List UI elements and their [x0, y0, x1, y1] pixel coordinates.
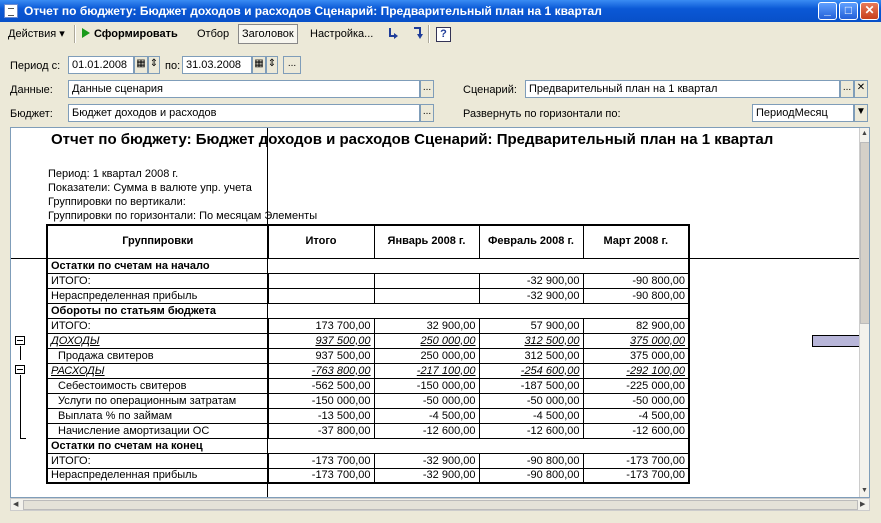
actions-menu-button[interactable]: Действия ▾: [8, 28, 65, 40]
period-from-spin[interactable]: [148, 56, 160, 74]
minimize-button[interactable]: _: [818, 2, 837, 20]
period-to-input[interactable]: 31.03.2008: [182, 56, 252, 74]
report-spreadsheet[interactable]: [10, 127, 870, 498]
cell-february[interactable]: -4 500,00: [479, 408, 583, 423]
cell-february[interactable]: 57 900,00: [479, 318, 583, 333]
cell-total[interactable]: 937 500,00: [268, 333, 374, 348]
cell-total[interactable]: -13 500,00: [268, 408, 374, 423]
header-toggle-button[interactable]: Заголовок: [238, 24, 298, 44]
expand-groups-button[interactable]: [406, 24, 430, 44]
cell-february[interactable]: 312 500,00: [479, 348, 583, 363]
table-row: [47, 318, 689, 333]
period-from-label: Период с:: [10, 60, 61, 72]
help-icon: ?: [436, 27, 451, 42]
table-row: [47, 408, 689, 423]
expand-label: Развернуть по горизонтали по:: [463, 108, 621, 120]
title-bar: [0, 0, 881, 22]
header-groupings: Группировки: [47, 225, 268, 258]
cell-march[interactable]: 375 000,00: [583, 348, 689, 363]
cell-february[interactable]: -32 900,00: [479, 288, 583, 303]
cell-january[interactable]: 32 900,00: [374, 318, 479, 333]
cell-january[interactable]: 250 000,00: [374, 348, 479, 363]
report-param-horizontal: Группировки по горизонтали: По месяцам Элементы: [48, 210, 318, 222]
cell-total[interactable]: -763 800,00: [268, 363, 374, 378]
cell-january[interactable]: -12 600,00: [374, 423, 479, 438]
header-january: Январь 2008 г.: [374, 225, 479, 258]
generate-label: Сформировать: [94, 28, 178, 40]
cell-total[interactable]: -37 800,00: [268, 423, 374, 438]
scenario-clear-button[interactable]: [854, 80, 868, 98]
collapse-arrow-icon: [386, 25, 402, 41]
cell-march[interactable]: -50 000,00: [583, 393, 689, 408]
data-select-button[interactable]: ...: [420, 80, 434, 98]
vertical-scrollbar[interactable]: [859, 128, 870, 498]
row-label[interactable]: Продажа свитеров: [47, 348, 268, 363]
report-param-vertical: Группировки по вертикали:: [48, 196, 186, 208]
row-label[interactable]: Обороты по статьям бюджета: [47, 303, 689, 318]
selection-button[interactable]: Отбор: [197, 28, 230, 40]
table-row: [47, 303, 689, 318]
period-to-label: по:: [165, 60, 181, 72]
cell-february[interactable]: -254 600,00: [479, 363, 583, 378]
cell-february[interactable]: 312 500,00: [479, 333, 583, 348]
selected-cell[interactable]: [812, 335, 860, 347]
row-label[interactable]: Остатки по счетам на конец: [47, 438, 689, 453]
report-title: Отчет по бюджету: Бюджет доходов и расходов Сценарий: Предварительный план на 1 квартал: [51, 131, 774, 148]
table-row: [47, 273, 689, 288]
period-select-button[interactable]: ...: [283, 56, 301, 74]
scroll-up-icon[interactable]: ▲: [861, 130, 868, 137]
settings-button[interactable]: Настройка...: [310, 28, 374, 40]
cell-march[interactable]: -173 700,00: [583, 468, 689, 483]
cell-march[interactable]: -4 500,00: [583, 408, 689, 423]
period-to-spin[interactable]: [266, 56, 278, 74]
table-row: [47, 378, 689, 393]
cell-total[interactable]: -173 700,00: [268, 453, 374, 468]
calendar-icon: ▦: [136, 58, 146, 69]
table-row: [47, 423, 689, 438]
cell-january[interactable]: [374, 273, 479, 288]
clear-icon: ✕: [856, 82, 866, 93]
cell-february[interactable]: -187 500,00: [479, 378, 583, 393]
table-row: [47, 333, 689, 348]
calendar-to-button[interactable]: [252, 56, 266, 74]
cell-march[interactable]: -12 600,00: [583, 423, 689, 438]
scroll-left-icon[interactable]: ◀: [13, 501, 19, 508]
collapse-group-icon[interactable]: [15, 336, 25, 345]
row-label[interactable]: Нераспределенная прибыль: [47, 288, 268, 303]
row-label[interactable]: Себестоимость свитеров: [47, 378, 268, 393]
row-label[interactable]: Остатки по счетам на начало: [47, 258, 689, 273]
table-row: [47, 288, 689, 303]
cell-march[interactable]: 375 000,00: [583, 333, 689, 348]
table-row: [47, 468, 689, 483]
row-label[interactable]: ИТОГО:: [47, 273, 268, 288]
spin-icon: ⇕: [149, 58, 159, 69]
close-button[interactable]: ✕: [860, 2, 879, 20]
cell-march[interactable]: -90 800,00: [583, 288, 689, 303]
cell-january[interactable]: [374, 288, 479, 303]
collapse-groups-button[interactable]: [382, 24, 406, 44]
toolbar-separator: [74, 25, 76, 43]
scenario-select-button[interactable]: ...: [840, 80, 854, 98]
cell-total[interactable]: [268, 273, 374, 288]
report-window-icon: [4, 4, 18, 18]
row-label[interactable]: Услуги по операционным затратам: [47, 393, 268, 408]
row-label[interactable]: Выплата % по займам: [47, 408, 268, 423]
cell-total[interactable]: [268, 288, 374, 303]
scenario-label: Сценарий:: [463, 84, 517, 96]
table-row: [47, 393, 689, 408]
scroll-down-icon[interactable]: ▼: [861, 487, 868, 494]
cell-february[interactable]: -90 800,00: [479, 453, 583, 468]
table-row: [47, 348, 689, 363]
table-row: [47, 453, 689, 468]
report-param-indicators: Показатели: Сумма в валюте упр. учета: [48, 182, 252, 194]
cell-february[interactable]: -12 600,00: [479, 423, 583, 438]
cell-january[interactable]: -50 000,00: [374, 393, 479, 408]
cell-january[interactable]: -150 000,00: [374, 378, 479, 393]
table-row: [47, 363, 689, 378]
cell-january[interactable]: -217 100,00: [374, 363, 479, 378]
cell-january[interactable]: -32 900,00: [374, 453, 479, 468]
cell-february[interactable]: -32 900,00: [479, 273, 583, 288]
cell-march[interactable]: -90 800,00: [583, 273, 689, 288]
cell-march[interactable]: -225 000,00: [583, 378, 689, 393]
header-march: Март 2008 г.: [583, 225, 689, 258]
cell-march[interactable]: -292 100,00: [583, 363, 689, 378]
row-label[interactable]: ИТОГО:: [47, 453, 268, 468]
cell-total[interactable]: 937 500,00: [268, 348, 374, 363]
window-title: Отчет по бюджету: Бюджет доходов и расходов Сценарий: Предварительный план на 1 квартал: [24, 4, 602, 18]
play-icon: [82, 28, 90, 38]
help-button[interactable]: [432, 24, 455, 44]
spin-icon: ⇕: [267, 58, 277, 69]
report-header-row: [47, 225, 689, 258]
group-line: [20, 346, 21, 360]
cell-total[interactable]: -562 500,00: [268, 378, 374, 393]
cell-january[interactable]: 250 000,00: [374, 333, 479, 348]
period-from-input[interactable]: 01.01.2008: [68, 56, 134, 74]
report-table: [46, 224, 690, 484]
cell-february[interactable]: -90 800,00: [479, 468, 583, 483]
cell-february[interactable]: -50 000,00: [479, 393, 583, 408]
cell-total[interactable]: -173 700,00: [268, 468, 374, 483]
table-row: [47, 258, 689, 273]
cell-march[interactable]: -173 700,00: [583, 453, 689, 468]
table-row: [47, 438, 689, 453]
horizontal-scroll-thumb[interactable]: [23, 500, 858, 510]
collapse-group-icon[interactable]: [15, 365, 25, 374]
expand-arrow-icon: [410, 25, 426, 41]
row-label[interactable]: ИТОГО:: [47, 318, 268, 333]
vertical-scroll-thumb[interactable]: [860, 142, 870, 324]
toolbar-separator: [428, 25, 430, 43]
row-label[interactable]: РАСХОДЫ: [47, 363, 268, 378]
budget-select-button[interactable]: ...: [420, 104, 434, 122]
toolbar: [2, 23, 879, 45]
maximize-button[interactable]: □: [839, 2, 858, 20]
data-input[interactable]: Данные сценария: [68, 80, 420, 98]
group-line: [20, 375, 21, 438]
cell-march[interactable]: 82 900,00: [583, 318, 689, 333]
budget-label: Бюджет:: [10, 108, 53, 120]
data-label: Данные:: [10, 84, 53, 96]
row-label[interactable]: ДОХОДЫ: [47, 333, 268, 348]
cell-january[interactable]: -4 500,00: [374, 408, 479, 423]
calendar-icon: ▦: [254, 58, 264, 69]
report-body: [47, 258, 689, 483]
dropdown-arrow-icon: ▼: [856, 106, 866, 117]
expand-select[interactable]: ПериодМесяц: [752, 104, 854, 122]
group-line-end: [20, 438, 26, 439]
scroll-right-icon[interactable]: ▶: [860, 501, 866, 508]
budget-input[interactable]: Бюджет доходов и расходов: [68, 104, 420, 122]
row-label[interactable]: Начисление амортизации ОС: [47, 423, 268, 438]
horizontal-scrollbar[interactable]: [10, 498, 870, 511]
cell-january[interactable]: -32 900,00: [374, 468, 479, 483]
cell-total[interactable]: -150 000,00: [268, 393, 374, 408]
scenario-input[interactable]: Предварительный план на 1 квартал: [525, 80, 840, 98]
header-total: Итого: [268, 225, 374, 258]
calendar-from-button[interactable]: [134, 56, 148, 74]
expand-dropdown-button[interactable]: [854, 104, 868, 122]
header-february: Февраль 2008 г.: [479, 225, 583, 258]
row-label[interactable]: Нераспределенная прибыль: [47, 468, 268, 483]
cell-total[interactable]: 173 700,00: [268, 318, 374, 333]
generate-button[interactable]: [78, 24, 182, 44]
report-param-period: Период: 1 квартал 2008 г.: [48, 168, 179, 180]
